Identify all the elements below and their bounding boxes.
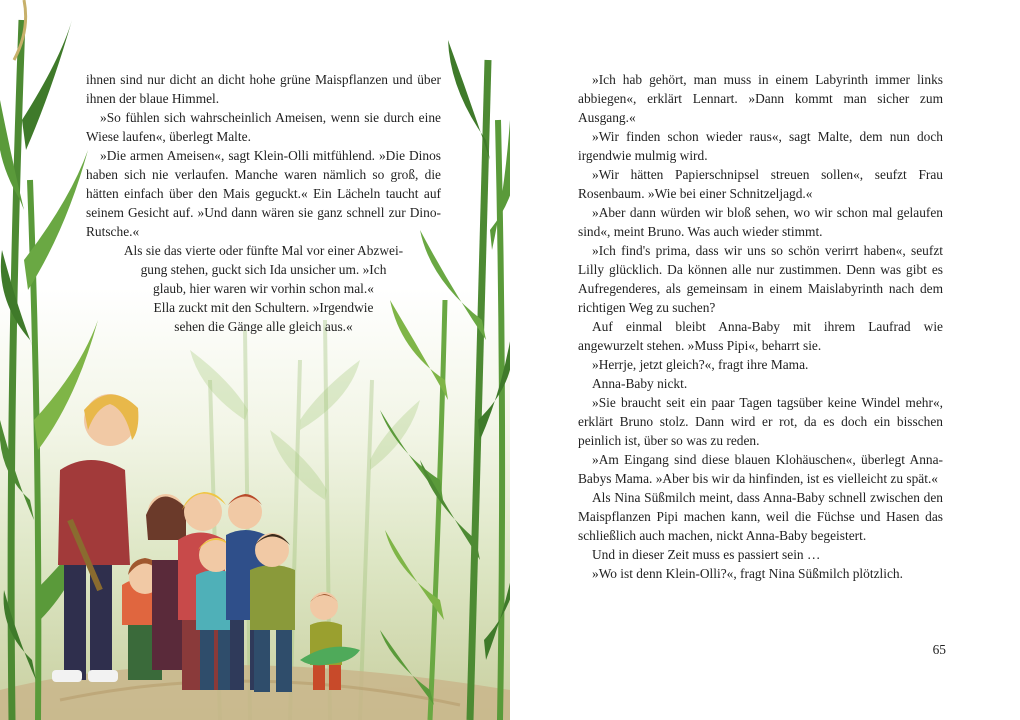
- paragraph: »Sie braucht seit ein paar Tagen tagsüber keine Windel mehr«, erklärt Bruno stolz. Dann wird er rot, da es doch ein bisschen peinlich ist, über so was zu reden.: [578, 395, 943, 448]
- toy-dino: [300, 647, 360, 666]
- right-page-text: [578, 70, 943, 583]
- centered-line: sehen die Gänge alle gleich aus.«: [174, 319, 353, 334]
- centered-line: Ella zuckt mit den Schultern. »Irgendwie: [153, 300, 374, 315]
- centered-line: gung stehen, guckt sich Ida unsicher um. »Ich: [140, 262, 387, 277]
- paragraph: »Am Eingang sind diese blauen Klohäuschen«, überlegt Anna-Babys Mama. »Aber bis wir da hinfinden, ist es vielleicht zu spät.«: [578, 452, 943, 486]
- paragraph: »Ich find's prima, dass wir uns so schön verirrt haben«, seufzt Lilly glücklich. Da können alle nur zustimmen. Denn was gibt es Aufregenderes, als gemeinsam in einem Maislabyrinth nach dem richtigen Weg zu suchen?: [578, 243, 943, 315]
- paragraph: Und in dieser Zeit muss es passiert sein …: [592, 547, 821, 562]
- paragraph: »Aber dann würden wir bloß sehen, wo wir schon mal gelaufen sind«, meint Bruno. Was auch wieder stimmt.: [578, 205, 943, 239]
- paragraph: »Wo ist denn Klein-Olli?«, fragt Nina Süßmilch plötzlich.: [592, 566, 903, 581]
- paragraph: »Ich hab gehört, man muss in einem Labyrinth immer links abbiegen«, erklärt Lennart. »Dann kommt man sicher zum Ausgang.«: [578, 72, 943, 125]
- right-page: [510, 0, 1020, 720]
- paragraph: »Wir finden schon wieder raus«, sagt Malte, dem nun doch irgendwie mulmig wird.: [578, 129, 943, 163]
- centered-line: glaub, hier waren wir vorhin schon mal.«: [153, 281, 374, 296]
- paragraph: »Die armen Ameisen«, sagt Klein-Olli mitfühlend. »Die Dinos haben sich nie verlaufen. Manche waren nämlich so groß, die hätten einfach über den Mais geguckt.« Ein Lächeln taucht auf seinem Gesicht auf. »Und dann wären sie ganz schnell zur Dino-Rutsche.«: [86, 148, 441, 239]
- centered-line: Als sie das vierte oder fünfte Mal vor einer Abzwei-: [123, 243, 404, 258]
- paragraph: »Wir hätten Papierschnipsel streuen sollen«, seufzt Frau Rosenbaum. »Wie bei einer Schnitzeljagd.«: [578, 167, 943, 201]
- children-group: [52, 394, 360, 692]
- adult-figure: [52, 394, 138, 682]
- paragraph: Anna-Baby nickt.: [592, 376, 688, 391]
- page-number: 65: [932, 642, 946, 657]
- left-page-text: [86, 70, 441, 336]
- paragraph: ihnen sind nur dicht an dicht hohe grüne Maispflanzen und über ihnen der blaue Himmel.: [86, 72, 441, 106]
- paragraph: »Herrje, jetzt gleich?«, fragt ihre Mama.: [592, 357, 809, 372]
- paragraph: »So fühlen sich wahrscheinlich Ameisen, wenn sie durch eine Wiese laufen«, überlegt Malte.: [86, 110, 441, 144]
- paragraph: Auf einmal bleibt Anna-Baby mit ihrem Laufrad wie angewurzelt stehen. »Muss Pipi«, beharrt sie.: [578, 319, 943, 353]
- paragraph: Als Nina Süßmilch meint, dass Anna-Baby schnell zwischen den Maispflanzen Pipi machen kann, weil die Füchse und Hasen das schließlich auch machen, nickt Anna-Baby begeistert.: [578, 490, 943, 543]
